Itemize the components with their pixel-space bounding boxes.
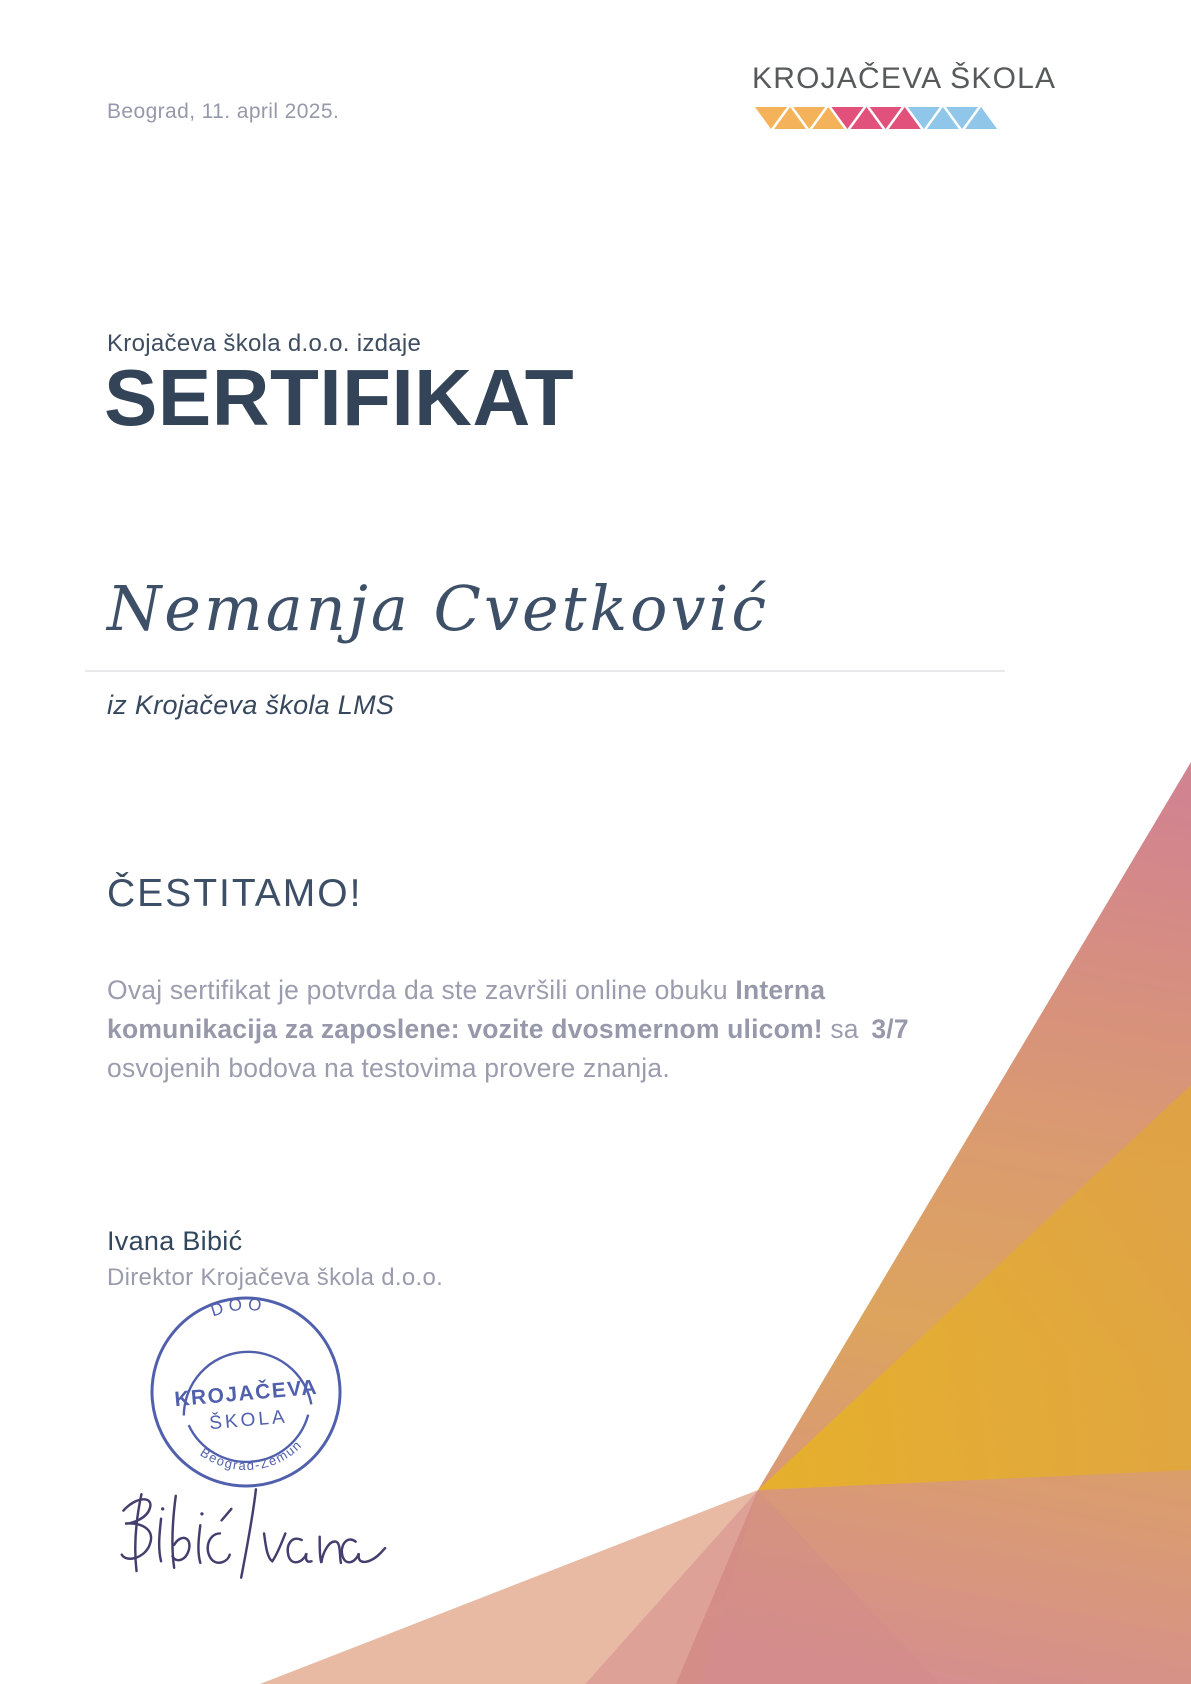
signatory-title: Direktor Krojačeva škola d.o.o. bbox=[107, 1264, 444, 1291]
school-logo bbox=[752, 62, 1082, 131]
name-underline bbox=[85, 670, 1005, 672]
issuer-line: Krojačeva škola d.o.o. izdaje bbox=[107, 330, 422, 357]
recipient-name: Nemanja Cvetković bbox=[107, 572, 770, 645]
certificate-title: SERTIFIKAT bbox=[104, 353, 575, 442]
score-value: 3/7 bbox=[871, 1013, 909, 1044]
handwritten-signature bbox=[112, 1472, 390, 1608]
stamp-name-line2: ŠKOLA bbox=[208, 1406, 289, 1435]
signatory-name: Ivana Bibić bbox=[107, 1226, 243, 1256]
logo-triangle-pattern-icon bbox=[752, 105, 1002, 131]
course-title: Interna komunikacija za zaposlene: vozite dvosmernom ulicom! bbox=[107, 974, 826, 1044]
stamp-name-line1: KROJAČEVA bbox=[173, 1375, 319, 1412]
congrats-heading: ČESTITAMO! bbox=[107, 872, 363, 915]
stamp-top-text: DOO bbox=[208, 1294, 268, 1321]
body-text-before: Ovaj sertifikat je potvrda da ste završili online obuku bbox=[107, 974, 728, 1005]
certificate-body-text bbox=[107, 971, 917, 1088]
recipient-origin: iz Krojačeva škola LMS bbox=[107, 690, 395, 720]
body-text-middle: sa bbox=[830, 1013, 859, 1044]
date-location: Beograd, 11. april 2025. bbox=[107, 100, 340, 123]
stamp-bottom-text: Beograd-Zemun bbox=[197, 1436, 305, 1474]
school-logo-text: KROJAČEVA ŠKOLA bbox=[752, 62, 1057, 95]
company-stamp bbox=[138, 1284, 355, 1501]
body-text-after: osvojenih bodova na testovima provere znanja. bbox=[107, 1052, 670, 1083]
